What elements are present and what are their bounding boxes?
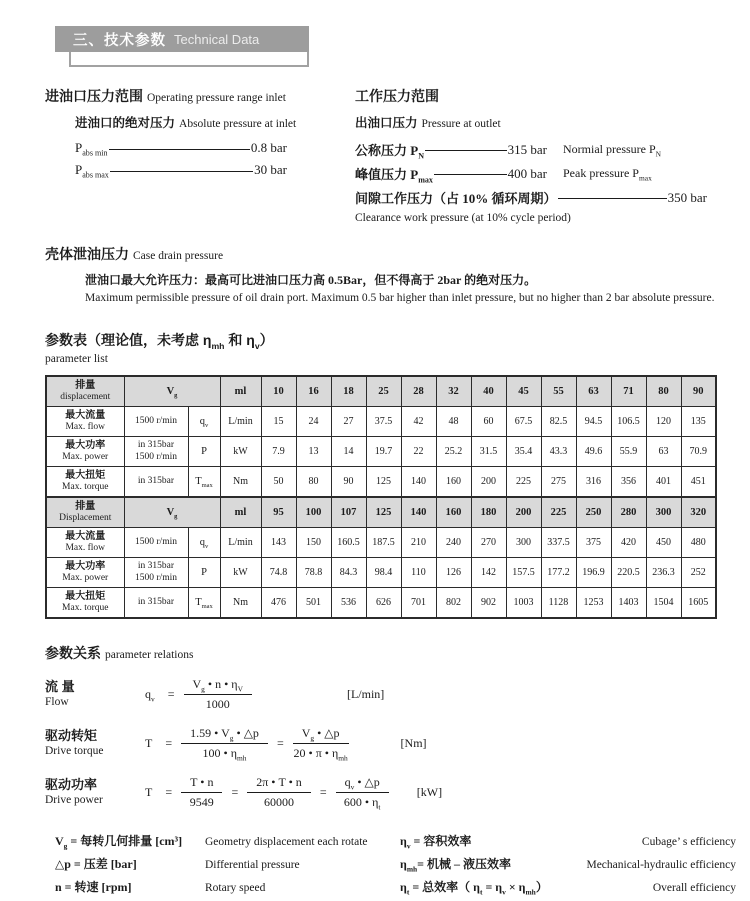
size-header-cell: 80 bbox=[646, 376, 681, 407]
value-cell: 48 bbox=[436, 407, 471, 437]
value-cell: 143 bbox=[261, 528, 296, 558]
inlet-heading bbox=[45, 86, 355, 106]
value-cell: 150 bbox=[296, 528, 331, 558]
symbol-cell: $T_{max}$ bbox=[188, 467, 220, 498]
size-header-cell: 160 bbox=[436, 497, 471, 528]
symbol-cell: $q_v$ bbox=[188, 528, 220, 558]
value-cell: 70.9 bbox=[681, 437, 716, 467]
size-header-cell: 28 bbox=[401, 376, 436, 407]
legend-dp-symbol: △p = 压差 [bar] bbox=[55, 857, 137, 871]
relations-heading bbox=[45, 643, 750, 663]
value-cell: 210 bbox=[401, 528, 436, 558]
size-header-cell: 95 bbox=[261, 497, 296, 528]
condition-cell: in 315bar bbox=[124, 588, 188, 619]
size-header-cell: 25 bbox=[366, 376, 401, 407]
torque-unit: [Nm] bbox=[400, 736, 427, 750]
outlet-heading bbox=[355, 86, 738, 106]
legend-eta-t-en: Overall efficiency bbox=[652, 882, 736, 894]
value-cell: 1253 bbox=[576, 588, 611, 619]
drain-body-cn: 泄油口最大允许压力：最高可比进油口压力高 0.5Bar，但不得高于 2bar 的绝对压力。 bbox=[85, 273, 537, 287]
peak-pressure-row bbox=[355, 164, 738, 183]
value-cell: 337.5 bbox=[541, 528, 576, 558]
table-row bbox=[46, 528, 716, 558]
value-cell: 14 bbox=[331, 437, 366, 467]
torque-label-cn: 驱动转矩 bbox=[45, 727, 98, 743]
parameter-table-title-cn: 参数表（理论值，未考虑 $\eta_{mh}$ 和 $\eta_v$） bbox=[45, 332, 274, 351]
peak-pressure-label: 峰值压力 $P_{max}$ bbox=[355, 167, 433, 185]
power-denominator-3: 600 • $\eta_t$ bbox=[343, 795, 381, 812]
title-bar bbox=[55, 26, 309, 52]
connector-line bbox=[109, 149, 250, 150]
flow-numerator: $V_g$ • n • $\eta_V$ bbox=[184, 677, 252, 695]
inlet-heading-cn: 进油口压力范围 bbox=[45, 88, 143, 104]
value-cell: 501 bbox=[296, 588, 331, 619]
torque-label-en: Drive torque bbox=[45, 745, 104, 758]
legend-item-eta-t bbox=[400, 878, 736, 895]
flow-formula bbox=[45, 677, 750, 712]
flow-fraction bbox=[184, 677, 252, 712]
size-header-cell: 280 bbox=[611, 497, 646, 528]
table-header-row bbox=[46, 376, 716, 407]
legend-item-dp bbox=[55, 855, 400, 872]
value-cell: 220.5 bbox=[611, 558, 646, 588]
peak-pressure-line bbox=[355, 164, 547, 183]
legend-item-vg bbox=[55, 832, 400, 849]
value-cell: 19.7 bbox=[366, 437, 401, 467]
legend-item-eta-v bbox=[400, 832, 736, 849]
flow-denominator: 1000 bbox=[205, 697, 230, 711]
legend-right-column bbox=[400, 832, 750, 901]
legend-n-symbol: n = 转速 [rpm] bbox=[55, 880, 132, 894]
value-cell: 177.2 bbox=[541, 558, 576, 588]
value-cell: 49.6 bbox=[576, 437, 611, 467]
value-cell: 24 bbox=[296, 407, 331, 437]
value-cell: 375 bbox=[576, 528, 611, 558]
equals-sign: = bbox=[231, 785, 239, 799]
flow-unit: [L/min] bbox=[346, 687, 385, 701]
value-cell: 480 bbox=[681, 528, 716, 558]
outlet-subheading-en: Pressure at outlet bbox=[421, 118, 501, 130]
size-header-cell: 320 bbox=[681, 497, 716, 528]
legend-n-en: Rotary speed bbox=[205, 882, 266, 894]
relations-heading-cn: 参数关系 bbox=[45, 645, 101, 661]
value-cell: 82.5 bbox=[541, 407, 576, 437]
parameter-table-body bbox=[46, 376, 716, 618]
torque-label bbox=[45, 728, 145, 760]
value-cell: 50 bbox=[261, 467, 296, 498]
drain-heading-cn: 壳体泄油压力 bbox=[45, 246, 129, 262]
size-header-cell: 55 bbox=[541, 376, 576, 407]
power-fraction-2 bbox=[247, 775, 311, 810]
table-row bbox=[46, 437, 716, 467]
symbol-cell: $T_{max}$ bbox=[188, 588, 220, 619]
value-cell: 401 bbox=[646, 467, 681, 498]
legend-section bbox=[55, 832, 750, 901]
clearance-pressure-value: 350 bar bbox=[667, 189, 707, 205]
condition-cell: in 315bar 1500 r/min bbox=[124, 558, 188, 588]
value-cell: 110 bbox=[401, 558, 436, 588]
clearance-pressure-footnote: Clearance work pressure (at 10% cycle period) bbox=[355, 212, 571, 224]
value-cell: 196.9 bbox=[576, 558, 611, 588]
value-cell: 356 bbox=[611, 467, 646, 498]
legend-vg-en: Geometry displacement each rotate bbox=[205, 836, 368, 848]
size-header-cell: 71 bbox=[611, 376, 646, 407]
value-cell: 15 bbox=[261, 407, 296, 437]
value-cell: 142 bbox=[471, 558, 506, 588]
row-label-cell: 最大扭矩 Max. torque bbox=[46, 467, 124, 498]
document-page bbox=[0, 26, 750, 897]
title-cn: 三、技术参数 bbox=[73, 32, 166, 49]
size-header-cell: 200 bbox=[506, 497, 541, 528]
connector-line bbox=[558, 198, 667, 199]
equals-sign: = bbox=[276, 736, 284, 750]
value-cell: 60 bbox=[471, 407, 506, 437]
size-header-cell: 107 bbox=[331, 497, 366, 528]
size-header-cell: 90 bbox=[681, 376, 716, 407]
section-title bbox=[55, 26, 325, 68]
legend-eta-t-symbol: $\eta_t$ = 总效率（ $\eta_t = \eta_v \times \eta_{mh}$） bbox=[400, 880, 548, 897]
condition-cell: 1500 r/min bbox=[124, 528, 188, 558]
parameter-table-title-en: parameter list bbox=[45, 353, 108, 365]
value-cell: 135 bbox=[681, 407, 716, 437]
value-cell: 536 bbox=[331, 588, 366, 619]
condition-cell: in 315bar bbox=[124, 467, 188, 498]
table-row bbox=[46, 407, 716, 437]
vg-header-cell: $V_g$ bbox=[124, 497, 220, 528]
legend-eta-mh-symbol: $\eta_{mh}=$ 机械 – 液压效率 bbox=[400, 857, 512, 874]
value-cell: 236.3 bbox=[646, 558, 681, 588]
displacement-header-cell: 排量 displacement bbox=[46, 376, 124, 407]
value-cell: 1403 bbox=[611, 588, 646, 619]
equals-sign: = bbox=[165, 736, 173, 750]
nominal-pressure-en: Normial pressure $P_N$ bbox=[563, 142, 662, 159]
peak-pressure-en: Peak pressure $P_{max}$ bbox=[563, 166, 652, 183]
value-cell: 902 bbox=[471, 588, 506, 619]
abs-max-label: $P_{abs max}$ bbox=[75, 162, 109, 180]
value-cell: 13 bbox=[296, 437, 331, 467]
flow-symbol: $q_v$ bbox=[145, 687, 155, 704]
value-cell: 126 bbox=[436, 558, 471, 588]
flow-label-cn: 流 量 bbox=[45, 678, 75, 694]
legend-eta-mh-en: Mechanical-hydraulic efficiency bbox=[586, 859, 736, 871]
value-cell: 160.5 bbox=[331, 528, 366, 558]
value-cell: 200 bbox=[471, 467, 506, 498]
drain-heading-en: Case drain pressure bbox=[133, 250, 224, 262]
drain-body-en: Maximum permissible pressure of oil drain port. Maximum 0.5 bar higher than inlet pressure, but no higher than 2 bar absolute pressure. bbox=[85, 292, 715, 304]
symbol-cell: P bbox=[188, 437, 220, 467]
table-row bbox=[46, 467, 716, 498]
power-fraction-3 bbox=[336, 775, 389, 810]
torque-formula bbox=[45, 726, 750, 761]
parameter-relations-section bbox=[45, 643, 750, 810]
unit-header-cell: ml bbox=[220, 376, 261, 407]
size-header-cell: 250 bbox=[576, 497, 611, 528]
power-symbol: T bbox=[145, 785, 153, 799]
torque-denominator-2: 20 • π • $\eta_{mh}$ bbox=[293, 746, 348, 763]
value-cell: 84.3 bbox=[331, 558, 366, 588]
value-cell: 90 bbox=[331, 467, 366, 498]
inlet-subheading bbox=[75, 113, 355, 132]
value-cell: 316 bbox=[576, 467, 611, 498]
value-cell: 55.9 bbox=[611, 437, 646, 467]
connector-line bbox=[110, 171, 253, 172]
unit-cell: L/min bbox=[220, 407, 261, 437]
value-cell: 35.4 bbox=[506, 437, 541, 467]
size-header-cell: 225 bbox=[541, 497, 576, 528]
value-cell: 7.9 bbox=[261, 437, 296, 467]
nominal-pressure-row bbox=[355, 140, 738, 159]
legend-eta-v-symbol: $\eta_v$ = 容积效率 bbox=[400, 834, 472, 851]
power-fraction-1 bbox=[181, 775, 222, 810]
value-cell: 450 bbox=[646, 528, 681, 558]
equals-sign: = bbox=[319, 785, 327, 799]
power-label-cn: 驱动功率 bbox=[45, 776, 98, 792]
clearance-pressure-label: 间隙工作压力（占 10% 循环周期） bbox=[355, 191, 557, 206]
displacement-header-cell: 排量 Displacement bbox=[46, 497, 124, 528]
value-cell: 701 bbox=[401, 588, 436, 619]
torque-fraction-2 bbox=[293, 726, 349, 761]
value-cell: 1504 bbox=[646, 588, 681, 619]
value-cell: 252 bbox=[681, 558, 716, 588]
legend-left-column bbox=[55, 832, 400, 901]
value-cell: 451 bbox=[681, 467, 716, 498]
power-label-en: Drive power bbox=[45, 794, 103, 807]
parameter-table bbox=[45, 375, 717, 619]
value-cell: 120 bbox=[646, 407, 681, 437]
value-cell: 31.5 bbox=[471, 437, 506, 467]
value-cell: 225 bbox=[506, 467, 541, 498]
row-label-cell: 最大功率 Max. power bbox=[46, 437, 124, 467]
value-cell: 42 bbox=[401, 407, 436, 437]
value-cell: 476 bbox=[261, 588, 296, 619]
clearance-pressure-line bbox=[355, 188, 707, 207]
equals-sign: = bbox=[165, 785, 173, 799]
power-formula bbox=[45, 775, 750, 810]
value-cell: 1003 bbox=[506, 588, 541, 619]
unit-cell: Nm bbox=[220, 588, 261, 619]
inlet-pressure-section bbox=[45, 86, 355, 224]
relations-heading-en: parameter relations bbox=[105, 649, 194, 661]
value-cell: 275 bbox=[541, 467, 576, 498]
value-cell: 74.8 bbox=[261, 558, 296, 588]
unit-cell: kW bbox=[220, 437, 261, 467]
value-cell: 160 bbox=[436, 467, 471, 498]
abs-max-pressure-line bbox=[75, 162, 287, 178]
drain-heading bbox=[45, 244, 750, 264]
power-unit: [kW] bbox=[416, 785, 443, 799]
unit-cell: kW bbox=[220, 558, 261, 588]
outlet-subheading-cn: 出油口压力 bbox=[355, 116, 418, 130]
value-cell: 125 bbox=[366, 467, 401, 498]
legend-eta-v-en: Cubage’ s efficiency bbox=[641, 836, 736, 848]
power-numerator-2: 2π • T • n bbox=[247, 775, 311, 793]
pressure-columns bbox=[45, 86, 750, 224]
peak-pressure-value: 400 bar bbox=[507, 165, 547, 181]
torque-fraction-1 bbox=[181, 726, 268, 761]
vg-header-cell: $V_g$ bbox=[124, 376, 220, 407]
legend-item-n bbox=[55, 878, 400, 895]
value-cell: 802 bbox=[436, 588, 471, 619]
row-label-cell: 最大流量 Max. flow bbox=[46, 407, 124, 437]
inlet-heading-en: Operating pressure range inlet bbox=[147, 92, 286, 104]
size-header-cell: 180 bbox=[471, 497, 506, 528]
symbol-cell: P bbox=[188, 558, 220, 588]
drain-body bbox=[85, 271, 750, 304]
flow-label-en: Flow bbox=[45, 696, 69, 709]
power-denominator-2: 60000 bbox=[264, 795, 295, 809]
value-cell: 63 bbox=[646, 437, 681, 467]
inlet-subheading-en: Absolute pressure at inlet bbox=[179, 118, 297, 130]
outlet-subheading bbox=[355, 113, 738, 132]
value-cell: 187.5 bbox=[366, 528, 401, 558]
row-label-cell: 最大流量 Max. flow bbox=[46, 528, 124, 558]
case-drain-section bbox=[45, 244, 750, 304]
value-cell: 157.5 bbox=[506, 558, 541, 588]
value-cell: 300 bbox=[506, 528, 541, 558]
size-header-cell: 40 bbox=[471, 376, 506, 407]
torque-numerator-2: $V_g$ • △p bbox=[293, 726, 349, 744]
value-cell: 106.5 bbox=[611, 407, 646, 437]
connector-line bbox=[425, 150, 507, 151]
power-numerator-1: T • n bbox=[181, 775, 222, 793]
value-cell: 80 bbox=[296, 467, 331, 498]
row-label-cell: 最大功率 Max. power bbox=[46, 558, 124, 588]
abs-min-value: 0.8 bar bbox=[250, 140, 287, 155]
size-header-cell: 32 bbox=[436, 376, 471, 407]
inlet-subheading-cn: 进油口的绝对压力 bbox=[75, 116, 176, 130]
torque-denominator-1: 100 • $\eta_{mh}$ bbox=[202, 746, 247, 763]
value-cell: 1128 bbox=[541, 588, 576, 619]
size-header-cell: 16 bbox=[296, 376, 331, 407]
value-cell: 25.2 bbox=[436, 437, 471, 467]
nominal-pressure-line bbox=[355, 140, 547, 159]
size-header-cell: 140 bbox=[401, 497, 436, 528]
size-header-cell: 45 bbox=[506, 376, 541, 407]
symbol-cell: $q_v$ bbox=[188, 407, 220, 437]
inlet-body bbox=[75, 113, 355, 178]
size-header-cell: 18 bbox=[331, 376, 366, 407]
parameter-table-title bbox=[45, 330, 750, 365]
value-cell: 94.5 bbox=[576, 407, 611, 437]
row-label-cell: 最大扭矩 Max. torque bbox=[46, 588, 124, 619]
condition-cell: in 315bar 1500 r/min bbox=[124, 437, 188, 467]
size-header-cell: 300 bbox=[646, 497, 681, 528]
value-cell: 37.5 bbox=[366, 407, 401, 437]
value-cell: 67.5 bbox=[506, 407, 541, 437]
value-cell: 420 bbox=[611, 528, 646, 558]
value-cell: 140 bbox=[401, 467, 436, 498]
nominal-pressure-value: 315 bar bbox=[507, 141, 547, 157]
legend-vg-symbol: $V_g$ = 每转几何排量 [cm³] bbox=[55, 834, 183, 851]
title-en: Technical Data bbox=[174, 31, 260, 47]
connector-line bbox=[434, 174, 507, 175]
legend-dp-en: Differential pressure bbox=[205, 859, 300, 871]
torque-symbol: T bbox=[145, 736, 153, 750]
size-header-cell: 100 bbox=[296, 497, 331, 528]
power-label bbox=[45, 777, 145, 809]
outlet-pressure-section bbox=[355, 86, 750, 224]
abs-min-label: $P_{abs min}$ bbox=[75, 140, 108, 158]
unit-header-cell: ml bbox=[220, 497, 261, 528]
value-cell: 78.8 bbox=[296, 558, 331, 588]
value-cell: 270 bbox=[471, 528, 506, 558]
nominal-pressure-label: 公称压力 $P_N$ bbox=[355, 143, 425, 161]
abs-min-pressure-line bbox=[75, 140, 287, 156]
torque-numerator-1: 1.59 • $V_g$ • △p bbox=[181, 726, 268, 744]
size-header-cell: 125 bbox=[366, 497, 401, 528]
table-row bbox=[46, 558, 716, 588]
unit-cell: L/min bbox=[220, 528, 261, 558]
value-cell: 626 bbox=[366, 588, 401, 619]
power-denominator-1: 9549 bbox=[189, 795, 214, 809]
table-row bbox=[46, 588, 716, 619]
value-cell: 22 bbox=[401, 437, 436, 467]
unit-cell: Nm bbox=[220, 467, 261, 498]
clearance-pressure-row bbox=[355, 188, 738, 207]
table-header-row bbox=[46, 497, 716, 528]
condition-cell: 1500 r/min bbox=[124, 407, 188, 437]
legend-item-eta-mh bbox=[400, 855, 736, 872]
value-cell: 43.3 bbox=[541, 437, 576, 467]
equals-sign: = bbox=[167, 687, 175, 701]
abs-max-value: 30 bar bbox=[254, 162, 287, 177]
value-cell: 240 bbox=[436, 528, 471, 558]
outlet-heading-cn: 工作压力范围 bbox=[355, 88, 439, 104]
size-header-cell: 63 bbox=[576, 376, 611, 407]
value-cell: 98.4 bbox=[366, 558, 401, 588]
power-numerator-3: $q_v$ • △p bbox=[336, 775, 389, 793]
value-cell: 27 bbox=[331, 407, 366, 437]
value-cell: 1605 bbox=[681, 588, 716, 619]
flow-label bbox=[45, 679, 145, 711]
size-header-cell: 10 bbox=[261, 376, 296, 407]
